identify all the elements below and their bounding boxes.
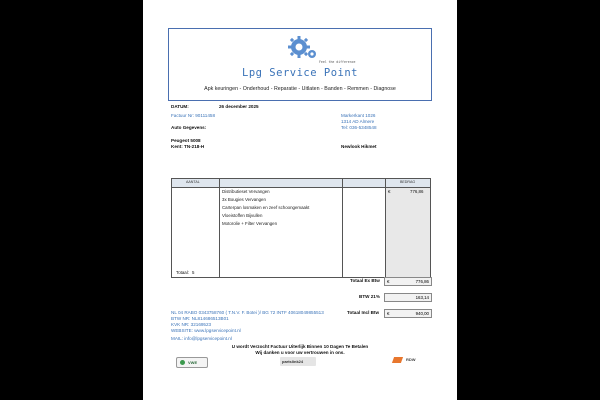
list-item: 3x Bougies Vervangen [222,197,266,202]
car-model: Peugeot 5008 [171,138,201,143]
invoice-lines-table [171,178,431,278]
total-incl-label: Totaal Incl Btw [347,310,380,315]
btw-box [384,293,432,302]
column-divider [342,179,343,277]
column-divider [385,179,386,277]
currency-symbol: € [387,311,390,316]
vat-number: BTW NR: NL814686513B01 [171,316,229,321]
partslink24-logo-text: partslink24 [282,359,304,364]
services-list: Apk keuringen - Onderhoud - Reparatie - Uitlaten - Banden - Remmen - Diagnose [204,86,396,92]
column-header-bedrag: BEDRAG [400,180,416,184]
list-item: Motorolie + Filter Vervangen [222,221,278,226]
car-data-label: Auto Gegevens: [171,125,207,130]
rdw-mark-icon [392,357,403,363]
email-link[interactable]: MAIL: info@lpgservicepoint.nl [171,336,232,341]
total-count-value: 5 [192,270,195,275]
date-label: DATUM: [171,104,189,109]
amount-column [385,188,430,277]
company-name: Lpg Service Point [242,67,358,79]
license-plate: Kent: TN-218-H [171,144,205,149]
website-link[interactable]: WEBSITE: www.lpgservicepoint.nl [171,328,241,333]
bank-details: NL 04 RABO 0343758760 ( T.N.V. F. Botei )/ BG 72 INTF 40618049855513 [171,310,324,315]
vwe-logo [176,357,208,368]
total-excl-value: 776,86 [415,279,429,284]
total-excl-box [384,277,432,286]
list-item: Carterpan losmaken en zeef schoongemaakt [222,205,310,210]
invoice-page [143,0,457,400]
total-incl-box [384,309,432,318]
total-incl-value: 940,00 [415,311,429,316]
line-amount: 776,86 [410,189,424,194]
column-divider [219,179,220,277]
column-header-aantal: AANTAL [186,180,200,184]
payment-notice: U wordt Verzocht Factuur Uiterlijk Binnen 10 Dagen Te Betalen [231,344,369,349]
address-street: Markerkant 1026 [341,113,376,118]
partslink24-logo [280,357,316,366]
invoice-number: Factuur Nr: 90111458 [171,113,216,118]
vwe-logo-text: VWE [188,360,198,365]
kvk-number: KVK NR: 32169523 [171,322,212,327]
btw-value: 163,14 [415,295,429,300]
list-item: Distributieset Vervangen [222,189,270,194]
btw-label: BTW 21% [359,294,380,299]
gear-logo-icon [285,34,319,62]
rdw-logo-text: RDW [406,357,416,362]
company-header [168,28,432,101]
list-item: Vloeistoffen Bijvullen [222,213,263,218]
address-city: 1314 AD Almere [341,119,375,124]
date-value: 26 december 2025 [219,104,259,109]
company-tagline: Feel the difference [319,60,356,64]
thank-you-note: Wij danken u voor uw vertrouwen in ons. [255,350,345,355]
rdw-logo [393,355,423,367]
phone-number: Tel: 036-5348548 [341,125,377,130]
total-count-label: Totaal: [176,270,189,275]
currency-symbol: € [388,189,391,194]
total-excl-label: Totaal Ex Btw [350,278,380,283]
vwe-mark-icon [180,360,185,365]
currency-symbol: € [387,279,390,284]
customer-name: Newlook Hikmet [341,144,377,149]
table-header [172,179,430,188]
